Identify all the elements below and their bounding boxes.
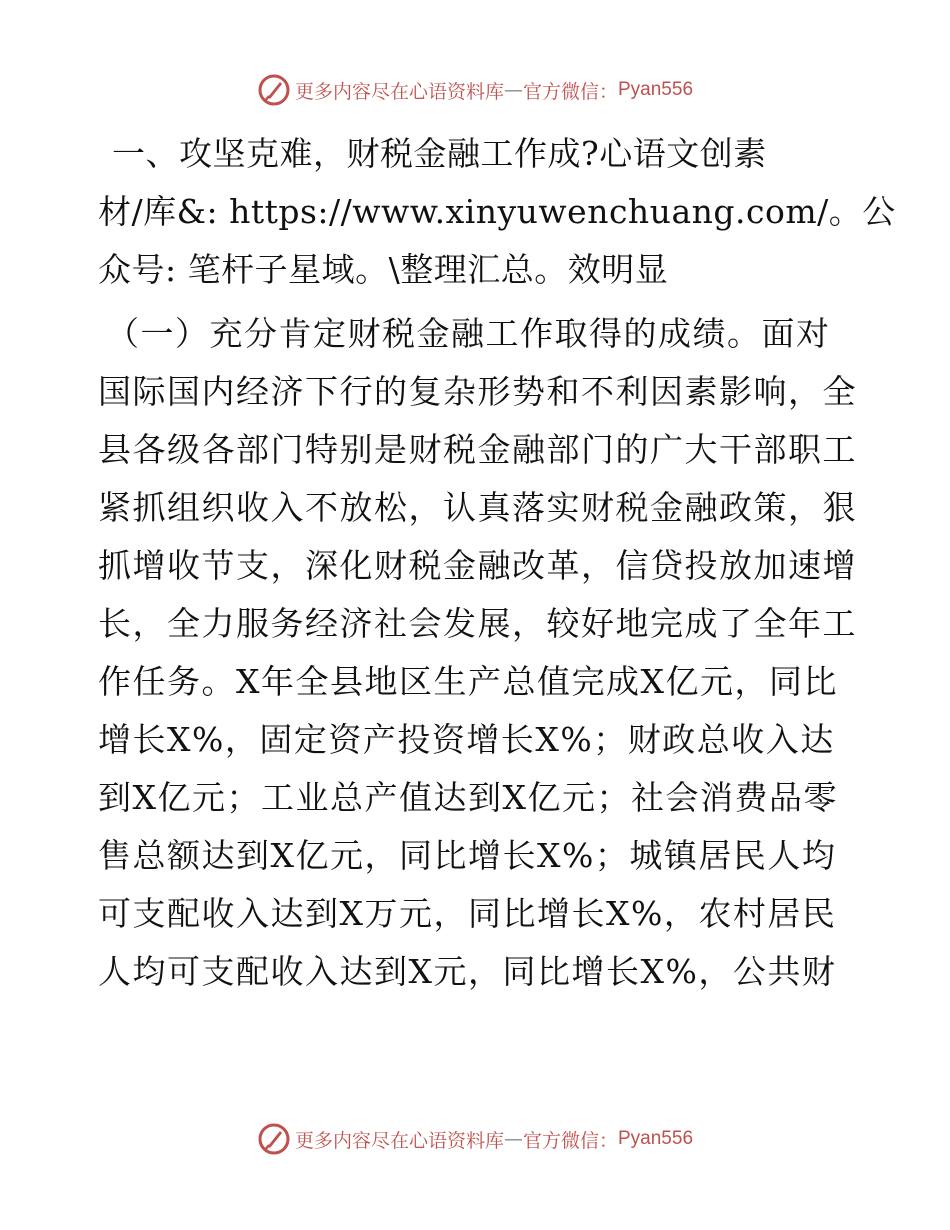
- body-paragraph: [98, 305, 858, 1001]
- watermark-wechat-id: Pyan556: [618, 1128, 694, 1149]
- watermark-text: 更多内容尽在心语资料库: [294, 1129, 504, 1152]
- quill-logo-icon: [257, 1122, 291, 1156]
- paragraph-line: 人均可支配收入达到X元，同比增长X%，公共财: [98, 952, 837, 991]
- paragraph-line: 作任务。X年全县地区生产总值完成X亿元，同比: [98, 662, 838, 701]
- paragraph-line: 到X亿元；工业总产值达到X亿元；社会消费品零: [98, 778, 838, 817]
- footer-watermark: [0, 1122, 950, 1156]
- watermark-separator: —: [503, 1128, 523, 1150]
- section-heading: [98, 125, 896, 299]
- watermark-separator: —: [503, 79, 523, 101]
- watermark-wechat-id: Pyan556: [618, 79, 694, 100]
- quill-logo-icon: [257, 73, 291, 107]
- heading-line: 众号: 笔杆子星域。\整理汇总。效明显: [98, 250, 669, 289]
- paragraph-line: 可支配收入达到X万元，同比增长X%，农村居民: [98, 894, 837, 933]
- heading-line: 一、攻坚克难，财税金融工作成?心语文创素: [112, 134, 767, 173]
- header-watermark: [0, 73, 950, 107]
- paragraph-line: 国际国内经济下行的复杂形势和不利因素影响，全: [98, 372, 857, 411]
- paragraph-line: （一）充分肯定财税金融工作取得的成绩。面对: [106, 314, 831, 353]
- watermark-text: 更多内容尽在心语资料库: [294, 80, 504, 103]
- paragraph-line: 长，全力服务经济社会发展，较好地完成了全年工: [98, 604, 857, 643]
- paragraph-line: 抓增收节支，深化财税金融改革，信贷投放加速增: [98, 546, 857, 585]
- document-body: [98, 125, 896, 1001]
- watermark-wechat-label: 官方微信：: [522, 1129, 618, 1152]
- heading-line: 材/库&: https://www.xinyuwenchuang.com/。公: [98, 192, 896, 231]
- paragraph-line: 增长X%，固定资产投资增长X%；财政总收入达: [98, 720, 835, 759]
- paragraph-line: 售总额达到X亿元，同比增长X%；城镇居民人均: [98, 836, 837, 875]
- watermark-wechat-label: 官方微信：: [522, 80, 618, 103]
- paragraph-line: 县各级各部门特别是财税金融部门的广大干部职工: [98, 430, 857, 469]
- paragraph-line: 紧抓组织收入不放松，认真落实财税金融政策，狠: [98, 488, 857, 527]
